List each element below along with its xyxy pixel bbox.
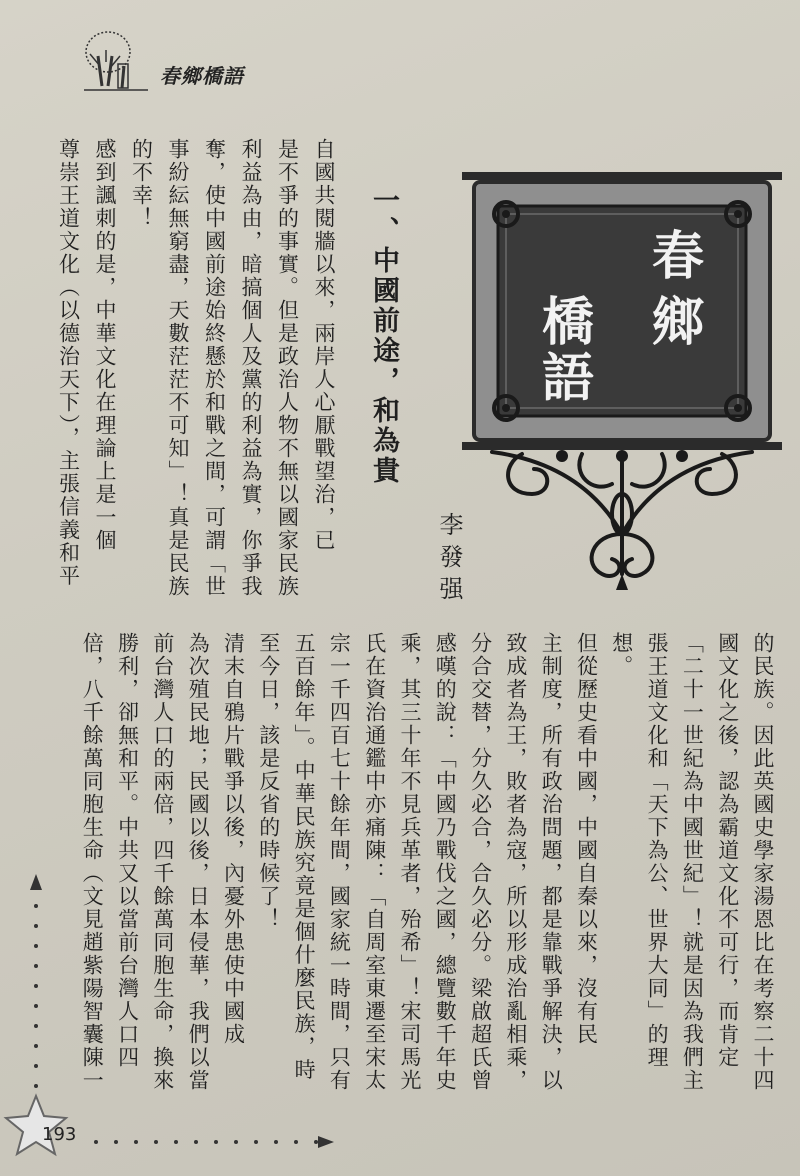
page-number: 193 [42, 1124, 77, 1145]
text-column: 奪，使中國前途始終懸於和戰之間，可謂「世 [202, 138, 227, 598]
text-column: 主制度，所有政治問題，都是靠戰爭解決，以 [539, 632, 564, 1092]
text-column: 致成者為王，敗者為寇，所以形成治亂相乘， [503, 632, 528, 1092]
text-column: 感嘆的說：「中國乃戰伐之國，總覽數千年史 [433, 632, 458, 1092]
text-column: 的民族。因此英國史學家湯恩比在考察二十四 [751, 632, 775, 1092]
text-column: 至今日，該是反省的時候了！ [256, 632, 281, 931]
text-column: 氏在資治通鑑中亦痛陳：「自周室東遷至宋太 [362, 632, 387, 1092]
hanging-sign-illustration [462, 164, 782, 604]
article-title: 一、中國前途，和為貴 [368, 186, 399, 486]
text-column: 的不幸！ [129, 138, 154, 230]
header-title: 春鄉橋語 [160, 64, 244, 88]
text-column: 張王道文化和「天下為公、世界大同」的理 [645, 632, 670, 1069]
page-header [78, 26, 338, 96]
text-column: 勝利，卻無和平。中共又以當前台灣人口四 [115, 632, 140, 1069]
text-column: 分合交替，分久必合，合久必分。梁啟超氏曾 [468, 632, 493, 1092]
text-column: 自國共閱牆以來，兩岸人心厭戰望治，已 [312, 138, 336, 552]
article-author: 李發强 [435, 512, 463, 608]
text-column: 利益為由，暗搞個人及黨的利益為實，你爭我 [239, 138, 263, 598]
text-column: 但從歷史看中國，中國自秦以來，沒有民 [574, 632, 599, 1046]
sign-char-2: 鄉 [652, 292, 705, 353]
text-column: 感到諷刺的是，中華文化在理論上是一個 [93, 138, 117, 552]
text-column: 國文化之後，認為霸道文化不可行，而肯定 [715, 632, 740, 1069]
text-column: 事紛紜無窮盡，天數茫茫不可知」！真是民族 [166, 138, 190, 598]
text-column: 是不爭的事實。但是政治人物不無以國家民族 [275, 138, 300, 598]
text-column: 乘，其三十年不見兵革者，殆希」！宋司馬光 [398, 632, 422, 1092]
text-column: 前台灣人口的兩倍，四千餘萬同胞生命，換來 [150, 632, 175, 1092]
tree-logo-icon [78, 26, 158, 96]
text-column: 清末自鴉片戰爭以後，內憂外患使中國成 [221, 632, 246, 1046]
text-column: 宗一千四百七十餘年間，國家統一時間，只有 [327, 632, 352, 1092]
sign-char-4: 語 [542, 348, 595, 409]
footer-ornament [0, 850, 800, 1176]
text-column: 尊崇王道文化（以德治天下），主張信義和平 [56, 138, 81, 588]
text-column: 倍，八千餘萬同胞生命（文見趙紫陽智囊陳一 [80, 632, 105, 1092]
sign-char-1: 春 [652, 226, 705, 287]
text-column: 五百餘年」。中華民族究竟是個什麼民族，時 [292, 632, 317, 1082]
text-column: 想。 [609, 632, 634, 678]
text-column: 為次殖民地；民國以後，日本侵華，我們以當 [186, 632, 211, 1092]
text-column: 「二十一世紀為中國世紀」！就是因為我們主 [680, 632, 705, 1092]
sign-char-3: 橋 [542, 292, 595, 353]
